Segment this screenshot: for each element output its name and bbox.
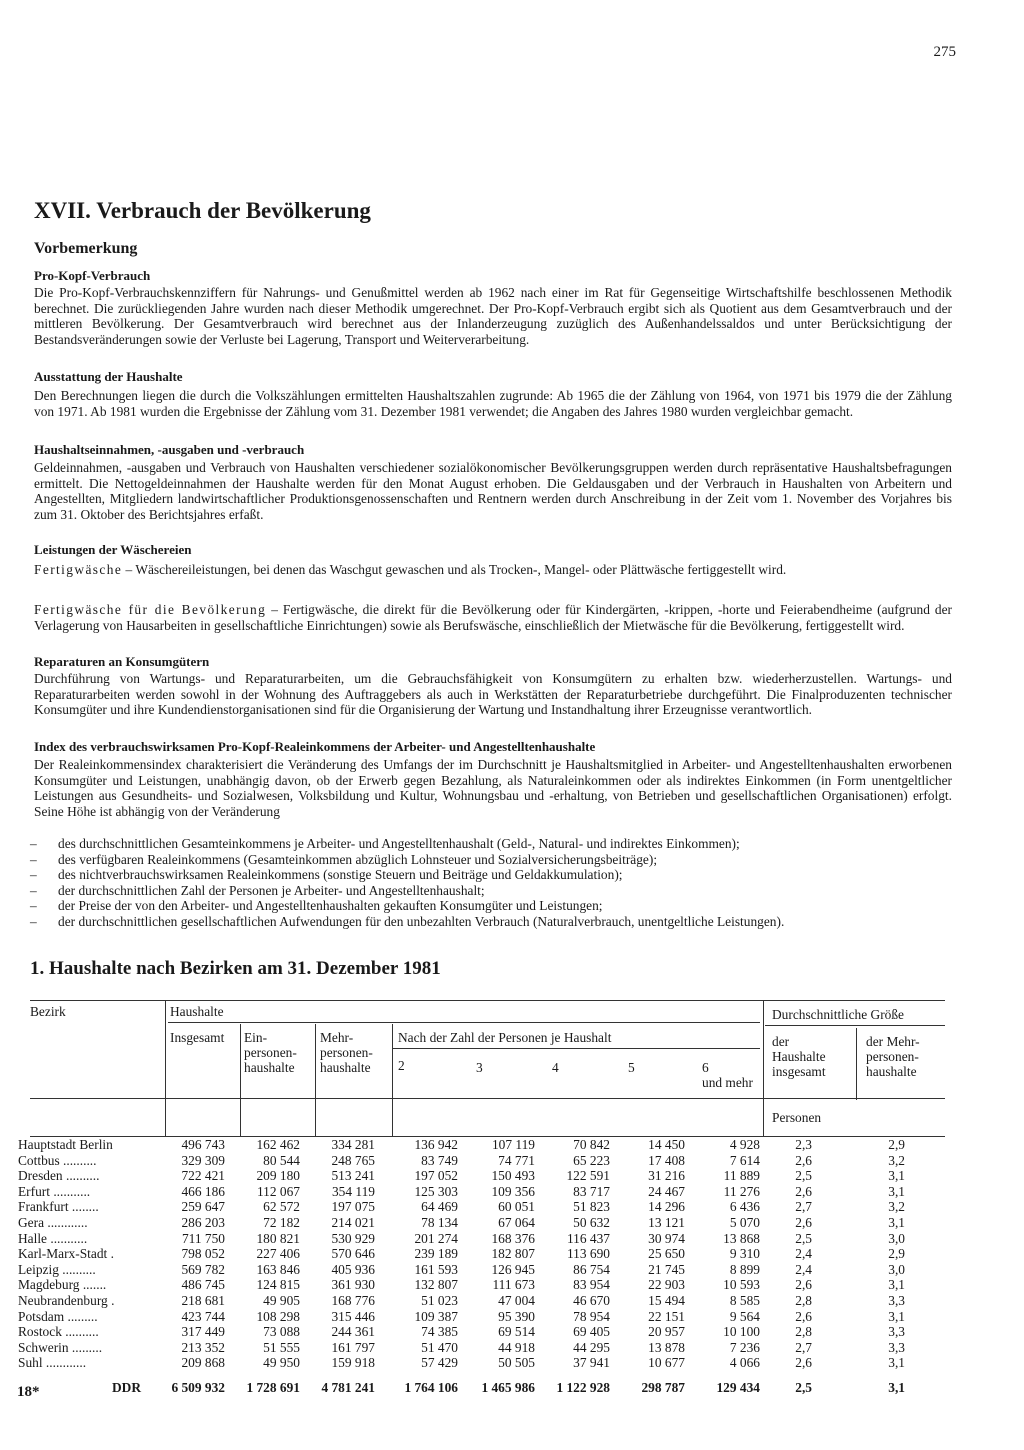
bezirk-name: Neubrandenburg . <box>18 1293 115 1308</box>
table-cell: 3,1 <box>888 1215 905 1230</box>
index-factor-list <box>30 836 954 930</box>
table-cell: 496 743 <box>181 1137 225 1152</box>
bezirk-name: Hauptstadt Berlin <box>18 1137 113 1152</box>
table-cell: 466 186 <box>181 1183 225 1199</box>
table-cell: 161 593 <box>414 1261 458 1277</box>
list-item: – der Preise der von den Arbeiter- und Angestelltenhaushalten gekauften Konsumgüter und Leistungen; <box>30 898 954 914</box>
table-cell: 182 807 <box>491 1246 535 1262</box>
table-cell: 83 954 <box>573 1277 610 1293</box>
table-cell: 8 899 <box>729 1261 760 1277</box>
table-cell: 122 591 <box>566 1168 610 1184</box>
table-cell: 329 309 <box>181 1152 225 1168</box>
col-divider <box>315 1024 316 1136</box>
table-cell: 73 088 <box>263 1324 300 1340</box>
table-cell: 51 023 <box>421 1293 458 1308</box>
persons-rule <box>392 1048 760 1049</box>
heading-ausstattung: Ausstattung der Haushalte <box>34 369 183 384</box>
col-header-der-haushalte-3: insgesamt <box>772 1064 826 1079</box>
table-cell: 2,4 <box>795 1261 812 1277</box>
table-title: 1. Haushalte nach Bezirken am 31. Dezember 1981 <box>30 958 441 979</box>
table-cell: 22 903 <box>648 1277 685 1293</box>
heading-einnahmen: Haushaltseinnahmen, -ausgaben und -verbrauch <box>34 442 305 457</box>
text-ausstattung: Den Berechnungen liegen die durch die Volkszählungen ermittelten Haushaltszahlen zugrunde: Ab 1965 die der Zählung von 1964, von 1971 bis 1979 die der Zählung von 1971. Ab 1981 wurden die Ergebnisse der Zählung vom 31. Dezember 1981 verwendet; die Angaben des Jahres 1980 wurden vergleichbar gemacht. <box>34 388 952 419</box>
table-cell: 150 493 <box>491 1168 535 1184</box>
table-cell: 2,8 <box>795 1293 812 1308</box>
table-cell: 21 745 <box>648 1261 685 1277</box>
col-divider <box>240 1024 241 1136</box>
col-header-durchschnitt: Durchschnittliche Größe <box>772 1007 905 1022</box>
table-cell: 24 467 <box>648 1183 685 1199</box>
table-cell: 44 295 <box>573 1339 610 1355</box>
table-cell: 80 544 <box>263 1152 300 1168</box>
heading-index: Index des verbrauchswirksamen Pro-Kopf-Realeinkommens der Arbeiter- und Angestelltenhaushalte <box>34 739 596 754</box>
table-cell: 2,5 <box>795 1380 812 1395</box>
table-cell: 49 905 <box>263 1293 300 1308</box>
table-cell: 57 429 <box>421 1355 458 1371</box>
table-cell: 1 465 986 <box>481 1380 535 1395</box>
table-cell: 2,5 <box>795 1230 812 1246</box>
col-header-personen: Personen <box>772 1110 822 1125</box>
col-header-der-mehr-2: personen- <box>866 1049 919 1064</box>
col-header-p6-2: und mehr <box>702 1075 753 1090</box>
table-cell: 201 274 <box>414 1230 458 1246</box>
table-cell: 4 066 <box>729 1355 760 1371</box>
table-cell: 161 797 <box>331 1339 375 1355</box>
bezirk-name: Suhl ............ <box>18 1355 87 1371</box>
table-cell: 78 954 <box>573 1308 610 1324</box>
col-header-p3: 3 <box>476 1060 483 1075</box>
text-pro-kopf: Die Pro-Kopf-Verbrauchskennziffern für Nahrungs- und Genußmittel werden ab 1962 nach einer im Rat für Gegenseitige Wirtschaftshilfe beschlossenen Methodik berechnet. Die zurückliegenden Jahre wurden nach dieser Methodik umgerechnet. Der Pro-Kopf-Verbrauch ergibt sich als Quotient aus dem Gesamtverbrauch und der mittleren Bevölkerung. Der Gesamtverbrauch wird berechnet aus der Inlanderzeugung zuzüglich des Außenhandelssaldos und unter Berücksichtigung der Bestandsveränderungen sowie der Verluste bei Lagerung, Transport und Weiterverarbeitung. <box>34 285 952 347</box>
heading-reparaturen: Reparaturen an Konsumgütern <box>34 654 210 669</box>
table-cell: 317 449 <box>181 1324 225 1340</box>
table-cell: 7 236 <box>729 1339 760 1355</box>
table-cell: 354 119 <box>331 1183 375 1199</box>
table-cell: 72 182 <box>263 1215 300 1230</box>
table-cell: 248 765 <box>331 1152 375 1168</box>
total-label: DDR <box>112 1380 142 1395</box>
table-cell: 209 180 <box>256 1168 300 1184</box>
table-cell: 159 918 <box>331 1355 375 1371</box>
table-cell: 2,7 <box>795 1339 812 1355</box>
table-cell: 162 462 <box>256 1137 300 1152</box>
bezirk-name: Frankfurt ........ <box>18 1199 99 1215</box>
table-cell: 14 450 <box>648 1137 685 1152</box>
table-cell: 78 134 <box>421 1215 458 1230</box>
table-cell: 62 572 <box>263 1199 300 1215</box>
table-cell: 405 936 <box>331 1261 375 1277</box>
table-cell: 423 744 <box>181 1308 225 1324</box>
col-header-p2: 2 <box>398 1058 405 1073</box>
bezirk-name: Erfurt ........... <box>18 1183 91 1199</box>
table-cell: 44 918 <box>498 1339 535 1355</box>
chapter-title: XVII. Verbrauch der Bevölkerung <box>34 198 371 223</box>
table-cell: 46 670 <box>573 1293 610 1308</box>
table-cell: 3,3 <box>888 1293 905 1308</box>
table-row <box>18 1199 950 1215</box>
list-item: – der durchschnittlichen Zahl der Personen je Arbeiter- und Angestelltenhaushalt; <box>30 883 954 899</box>
text-einnahmen: Geldeinnahmen, -ausgaben und Verbrauch von Haushalten verschiedener sozialökonomischer Bevölkerungsgruppen werden durch repräsentative Haushaltsbefragungen ermittelt. Die Nettogeldeinnahmen der Haushalte werden für den Monat August erhoben. Die Geldausgaben und der Verbrauch in Haushalten von Arbeitern und Angestellten, Mitgliedern landwirtschaftlicher Produktionsgenossenschaften und Rentnern werden durch Anschreibung in der Zeit vom 1. November des Vorjahres bis zum 31. Oktober des Berichtsjahres erfaßt. <box>34 460 952 522</box>
table-cell: 86 754 <box>573 1261 610 1277</box>
table-cell: 9 564 <box>729 1308 760 1324</box>
col-header-mehr-1: Mehr- <box>320 1030 354 1045</box>
col-header-haushalte: Haushalte <box>170 1004 224 1019</box>
table-cell: 209 868 <box>181 1355 225 1371</box>
table-cell: 168 376 <box>491 1230 535 1246</box>
col-header-der-mehr-1: der Mehr- <box>866 1034 920 1049</box>
table-cell: 95 390 <box>498 1308 535 1324</box>
table-cell: 2,6 <box>795 1308 812 1324</box>
table-row <box>18 1293 950 1309</box>
bezirk-name: Gera ............ <box>18 1215 88 1230</box>
table-cell: 798 052 <box>181 1246 225 1262</box>
table-cell: 17 408 <box>648 1152 685 1168</box>
table-cell: 3,1 <box>888 1277 905 1293</box>
table-cell: 7 614 <box>729 1152 760 1168</box>
table-cell: 49 950 <box>263 1355 300 1371</box>
table-cell: 132 807 <box>414 1277 458 1293</box>
table-cell: 2,4 <box>795 1246 812 1262</box>
table-cell: 15 494 <box>648 1293 685 1308</box>
list-item: – des durchschnittlichen Gesamteinkommens je Arbeiter- und Angestelltenhaushalt (Geld-, Natural- und indirektes Einkommen); <box>30 836 954 852</box>
table-cell: 126 945 <box>491 1261 535 1277</box>
col-header-p4: 4 <box>552 1060 559 1075</box>
table-row <box>18 1215 950 1231</box>
table-cell: 51 555 <box>263 1339 300 1355</box>
table-cell: 4 928 <box>729 1137 760 1152</box>
table-row <box>18 1137 950 1153</box>
col-header-ein-3: haushalte <box>244 1060 295 1075</box>
term-fertigwaesche: Fertigwäsche <box>34 562 123 577</box>
table-cell: 1 764 106 <box>404 1380 458 1395</box>
table-cell: 37 941 <box>573 1355 610 1371</box>
bezirk-name: Magdeburg ....... <box>18 1277 107 1293</box>
bezirk-name: Schwerin ......... <box>18 1339 103 1355</box>
table-cell: 197 075 <box>331 1199 375 1215</box>
table-cell: 8 585 <box>729 1293 760 1308</box>
table-cell: 11 889 <box>723 1168 760 1184</box>
table-cell: 168 776 <box>331 1293 375 1308</box>
page-number: 275 <box>933 44 956 60</box>
table-cell: 65 223 <box>573 1152 610 1168</box>
table-cell: 136 942 <box>414 1137 458 1152</box>
col-header-der-haushalte-2: Haushalte <box>772 1049 826 1064</box>
list-item: – des nichtverbrauchswirksamen Realeinkommens (sonstige Steuern und Beiträge und Geldakkumulation); <box>30 867 954 883</box>
table-cell: 239 189 <box>414 1246 458 1262</box>
bezirk-name: Rostock .......... <box>18 1324 99 1340</box>
table-cell: 50 505 <box>498 1355 535 1371</box>
table-cell: 3,1 <box>888 1168 905 1184</box>
table-cell: 2,5 <box>795 1168 812 1184</box>
bezirk-name: Dresden .......... <box>18 1168 100 1184</box>
col-divider <box>165 1000 166 1136</box>
table-cell: 25 650 <box>648 1246 685 1262</box>
table-cell: 570 646 <box>331 1246 375 1262</box>
table-cell: 259 647 <box>181 1199 225 1215</box>
table-cell: 530 929 <box>331 1230 375 1246</box>
table-cell: 3,2 <box>888 1199 905 1215</box>
table-cell: 6 509 932 <box>171 1380 225 1395</box>
table-cell: 2,6 <box>795 1215 812 1230</box>
table-cell: 3,0 <box>888 1230 905 1246</box>
table-row <box>18 1324 950 1340</box>
table-cell: 1 122 928 <box>556 1380 610 1395</box>
table-row <box>18 1277 950 1293</box>
table-cell: 197 052 <box>414 1168 458 1184</box>
table-cell: 711 750 <box>181 1230 225 1246</box>
table-row <box>18 1308 950 1325</box>
col-header-p5: 5 <box>628 1060 635 1075</box>
text-index: Der Realeinkommensindex charakterisiert die Veränderung des Umfangs der im Durchschnitt je Haushaltsmitglied in Arbeiter- und Angestelltenhaushalten erworbenen Konsumgüter und Leistungen, unabhängig davon, ob der Erwerb gegen Bezahlung, als Naturaleinkommen oder als indirektes Einkommen (in Form unentgeltlicher Leistungen aus Gesundheits- und Sozialwesen, Volksbildung und Kultur, Wohnungsbau und -erhaltung, von Betrieben und gesellschaftlichen Organisationen) erfolgt. Seine Höhe ist abhängig von der Veränderung <box>34 757 952 819</box>
table-cell: 513 241 <box>331 1168 375 1184</box>
table-cell: 2,8 <box>795 1324 812 1340</box>
col-header-bezirk: Bezirk <box>30 1004 66 1019</box>
col-divider <box>392 1024 393 1136</box>
table-cell: 111 673 <box>492 1277 535 1293</box>
col-header-der-mehr-3: haushalte <box>866 1064 917 1079</box>
table-row <box>18 1152 950 1169</box>
table-cell: 2,6 <box>795 1355 812 1371</box>
table-cell: 2,3 <box>795 1137 812 1152</box>
table-cell: 51 470 <box>421 1339 458 1355</box>
table-cell: 244 361 <box>331 1324 375 1340</box>
table-cell: 227 406 <box>256 1246 300 1262</box>
table-cell: 124 815 <box>256 1277 300 1293</box>
heading-pro-kopf: Pro-Kopf-Verbrauch <box>34 268 151 283</box>
table-cell: 3,1 <box>888 1183 905 1199</box>
table-cell: 334 281 <box>331 1137 375 1152</box>
table-cell: 286 203 <box>181 1215 225 1230</box>
table-cell: 113 690 <box>566 1246 610 1262</box>
bezirk-name: Halle ........... <box>18 1230 88 1246</box>
vorbemerkung-heading: Vorbemerkung <box>34 240 138 257</box>
table-cell: 69 514 <box>498 1324 535 1340</box>
table-cell: 2,7 <box>795 1199 812 1215</box>
table-top-rule <box>30 1000 945 1001</box>
table-cell: 83 717 <box>573 1183 610 1199</box>
table-cell: 60 051 <box>498 1199 535 1215</box>
col-divider <box>763 1000 764 1136</box>
table-row <box>18 1355 950 1371</box>
table-cell: 125 303 <box>414 1183 458 1199</box>
table-cell: 3,2 <box>888 1152 905 1168</box>
table-cell: 2,6 <box>795 1277 812 1293</box>
table-cell: 129 434 <box>716 1380 760 1395</box>
table-cell: 9 310 <box>729 1246 760 1262</box>
text-fertigwaesche-bevoelkerung <box>34 602 952 633</box>
table-cell: 31 216 <box>648 1168 685 1184</box>
col-header-insgesamt: Insgesamt <box>170 1030 225 1045</box>
table-cell: 11 276 <box>723 1183 760 1199</box>
col-header-p6-1: 6 <box>702 1060 709 1075</box>
table-cell: 64 469 <box>421 1199 458 1215</box>
table-cell: 107 119 <box>491 1137 535 1152</box>
header-bottom-rule <box>30 1098 945 1099</box>
text-fertigwaesche <box>34 562 952 578</box>
table-cell: 20 957 <box>648 1324 685 1340</box>
haushalte-rule <box>168 1022 760 1023</box>
table-cell: 214 021 <box>331 1215 375 1230</box>
col-header-ein-2: personen- <box>244 1045 297 1060</box>
bezirk-name: Cottbus .......... <box>18 1152 97 1168</box>
table-cell: 2,6 <box>795 1152 812 1168</box>
table-cell: 109 356 <box>491 1183 535 1199</box>
table-cell: 3,1 <box>888 1380 905 1395</box>
table-cell: 69 405 <box>573 1324 610 1340</box>
table-cell: 3,1 <box>888 1355 905 1371</box>
table-row <box>18 1168 950 1184</box>
col-header-ein-1: Ein- <box>244 1030 268 1045</box>
table-cell: 6 436 <box>729 1199 760 1215</box>
table-cell: 569 782 <box>181 1261 225 1277</box>
table-cell: 67 064 <box>498 1215 535 1230</box>
table-cell: 213 352 <box>181 1339 225 1355</box>
table-cell: 3,3 <box>888 1339 905 1355</box>
col-header-der-haushalte-1: der <box>772 1034 790 1049</box>
table-cell: 180 821 <box>256 1230 300 1246</box>
table-cell: 1 728 691 <box>246 1380 300 1395</box>
text-reparaturen: Durchführung von Wartungs- und Reparaturarbeiten, um die Gebrauchsfähigkeit von Konsumgütern zu erhalten bzw. wiederherzustellen. Wartungs- und Reparaturarbeiten werden sowohl in der Wohnung des Auftraggebers als auch in Werkstätten der Reparaturbetriebe durchgeführt. Die Finalproduzenten technischer Konsumgüter und ihre Kundendienstorganisationen sind für die Organisierung der Wartung und Instandhaltung ihrer Erzeugnisse verantwortlich. <box>34 671 952 718</box>
table-cell: 298 787 <box>641 1380 685 1395</box>
table-cell: 116 437 <box>566 1230 610 1246</box>
table-cell: 5 070 <box>729 1215 760 1230</box>
table-cell: 10 677 <box>648 1355 685 1371</box>
table-cell: 109 387 <box>414 1308 458 1324</box>
table-cell: 83 749 <box>421 1152 458 1168</box>
table-cell: 722 421 <box>181 1168 225 1184</box>
table-cell: 70 842 <box>573 1137 610 1152</box>
table-cell: 74 385 <box>421 1324 458 1340</box>
table-cell: 13 121 <box>648 1215 685 1230</box>
table-row <box>18 1339 950 1356</box>
def-fertigwaesche: – Wäschereileistungen, bei denen das Waschgut gewaschen und als Trocken-, Mangel- oder Plättwäsche fertiggestellt wird. <box>122 562 787 577</box>
list-item: – des verfügbaren Realeinkommens (Gesamteinkommen abzüglich Lohnsteuer und Sozialversicherungsbeiträge); <box>30 852 954 868</box>
list-item: – der durchschnittlichen gesellschaftlichen Aufwendungen für den unbezahlten Verbrauch (Naturalverbrauch, unentgeltliche Leistungen). <box>30 914 954 930</box>
table-cell: 108 298 <box>256 1308 300 1324</box>
table-cell: 14 296 <box>648 1199 685 1215</box>
table-cell: 486 745 <box>181 1277 225 1293</box>
table-total-row <box>30 1380 950 1396</box>
table-cell: 315 446 <box>331 1308 375 1324</box>
table-cell: 163 846 <box>256 1261 300 1277</box>
table-cell: 4 781 241 <box>321 1380 375 1395</box>
table-cell: 51 823 <box>573 1199 610 1215</box>
table-cell: 10 100 <box>723 1324 760 1340</box>
signature-mark: 18* <box>17 1384 40 1400</box>
table-cell: 13 868 <box>723 1230 760 1246</box>
table-cell: 3,3 <box>888 1324 905 1340</box>
table-cell: 3,0 <box>888 1261 905 1277</box>
table-row <box>18 1261 950 1278</box>
table-cell: 361 930 <box>331 1277 375 1293</box>
bezirk-name: Karl-Marx-Stadt . <box>18 1246 114 1262</box>
table-cell: 30 974 <box>648 1230 685 1246</box>
table-cell: 10 593 <box>723 1277 760 1293</box>
heading-waeschereien: Leistungen der Wäschereien <box>34 542 192 557</box>
table-cell: 218 681 <box>181 1293 225 1308</box>
col-header-nach-zahl: Nach der Zahl der Personen je Haushalt <box>398 1030 612 1045</box>
table-cell: 13 878 <box>648 1339 685 1355</box>
table-cell: 2,9 <box>888 1137 905 1152</box>
col-divider <box>856 1028 857 1100</box>
table-row <box>18 1230 950 1247</box>
table-cell: 2,6 <box>795 1183 812 1199</box>
table-cell: 22 151 <box>648 1308 685 1324</box>
bezirk-name: Leipzig .......... <box>18 1261 96 1277</box>
table-cell: 112 067 <box>256 1183 300 1199</box>
def-fertigwaesche-bevoelkerung: – Fertigwäsche, die direkt für die Bevölkerung oder für Kindergärten, -krippen, -horte und Feierabendheime (aufgrund der Verlagerung von Hausarbeiten in gesellschaftliche Einrichtungen) sowie als Berufswäsche, einschließlich der Mietwäsche für die Bevölkerung, fertiggestellt wird. <box>34 602 952 633</box>
table-cell: 74 771 <box>498 1152 535 1168</box>
col-header-mehr-3: haushalte <box>320 1060 371 1075</box>
table-row <box>18 1183 950 1200</box>
table-cell: 3,1 <box>888 1308 905 1324</box>
table-cell: 2,9 <box>888 1246 905 1262</box>
durchschnitt-rule <box>765 1025 945 1026</box>
bezirk-name: Potsdam ......... <box>18 1308 98 1324</box>
col-header-mehr-2: personen- <box>320 1045 373 1060</box>
table-cell: 47 004 <box>498 1293 535 1308</box>
households-table <box>18 1000 950 1395</box>
table-row <box>18 1246 950 1262</box>
term-fertigwaesche-bevoelkerung: Fertigwäsche für die Bevölkerung <box>34 602 267 617</box>
table-cell: 50 632 <box>573 1215 610 1230</box>
